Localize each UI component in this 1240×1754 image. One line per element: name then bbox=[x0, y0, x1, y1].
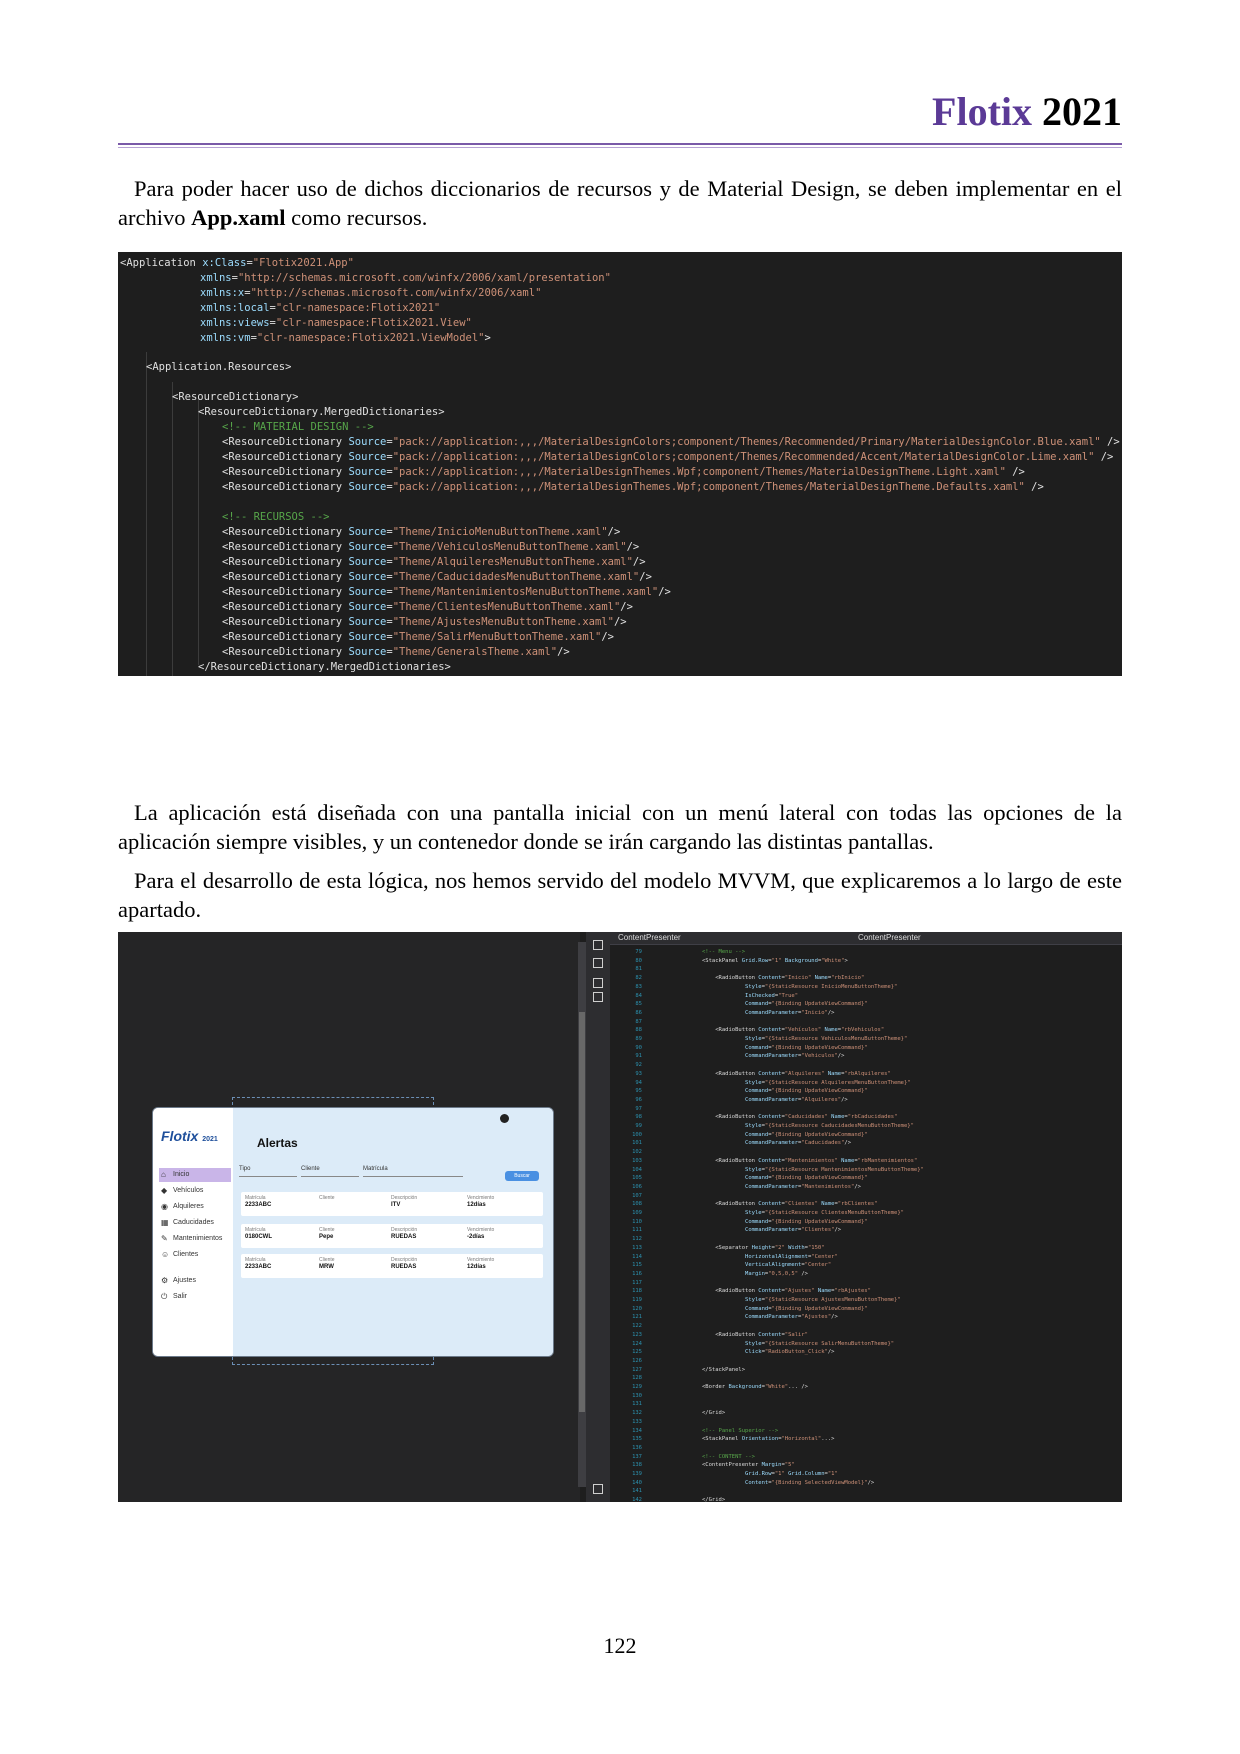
line-number: 107 bbox=[632, 1192, 642, 1199]
line-number: 126 bbox=[632, 1357, 642, 1364]
xaml-line: <!-- Menu --> bbox=[702, 949, 746, 955]
alert-cell: Descripción RUEDAS bbox=[391, 1257, 418, 1270]
code-line: <ResourceDictionary Source="pack://application:,,,/MaterialDesignThemes.Wpf;component/Themes/MaterialDesignTheme.Light.xaml" /> bbox=[222, 466, 1025, 478]
xaml-editor bbox=[610, 932, 1122, 1502]
indent-guide bbox=[172, 382, 173, 676]
xaml-line: <RadioButton Content="Caducidades" Name="rbCaducidades" bbox=[702, 1114, 898, 1121]
split-view-icon[interactable] bbox=[593, 940, 603, 950]
line-number: 89 bbox=[635, 1036, 642, 1042]
alert-row[interactable] bbox=[241, 1224, 543, 1248]
xaml-line: VerticalAlignment="Center" bbox=[745, 1262, 832, 1269]
xaml-line: </Grid> bbox=[702, 1497, 726, 1502]
logout-icon: ⏻ bbox=[161, 1292, 168, 1301]
code-line: <ResourceDictionary Source="Theme/AlquileresMenuButtonTheme.xaml"/> bbox=[222, 556, 646, 568]
line-number: 125 bbox=[632, 1349, 642, 1356]
line-number: 135 bbox=[632, 1436, 642, 1443]
xaml-line: <RadioButton Content="Ajustes" Name="rbAjustes" bbox=[702, 1288, 871, 1295]
xaml-line: <RadioButton Content="Salir" bbox=[702, 1331, 808, 1338]
code-line: xmlns="http://schemas.microsoft.com/winfx/2006/xaml/presentation" bbox=[200, 272, 611, 284]
alert-cell: Cliente bbox=[319, 1195, 335, 1201]
alert-cell: Descripción RUEDAS bbox=[391, 1227, 418, 1240]
users-icon: ☺ bbox=[161, 1250, 170, 1259]
alert-cell: Vencimiento 12días bbox=[467, 1195, 495, 1208]
line-number: 108 bbox=[632, 1201, 642, 1208]
line-number: 134 bbox=[632, 1427, 642, 1434]
line-number: 127 bbox=[632, 1366, 642, 1373]
line-number: 118 bbox=[632, 1288, 642, 1295]
line-number: 83 bbox=[635, 983, 642, 990]
line-number: 117 bbox=[632, 1279, 642, 1286]
xaml-line: Grid.Row="1" Grid.Column="1" bbox=[745, 1471, 838, 1477]
line-number: 79 bbox=[635, 949, 642, 955]
line-number: 88 bbox=[635, 1027, 642, 1034]
xaml-line: Style="{StaticResource MantenimientosMenuButtonTheme}" bbox=[745, 1166, 924, 1173]
line-number: 92 bbox=[635, 1062, 642, 1069]
line-number: 105 bbox=[632, 1175, 642, 1182]
xaml-line: Command="{Binding UpdateViewCommand}" bbox=[745, 1175, 868, 1182]
menu-item-mantenimientos[interactable]: ✎ Mantenimientos bbox=[159, 1232, 231, 1246]
code-line: <ResourceDictionary Source="Theme/AjustesMenuButtonTheme.xaml"/> bbox=[222, 616, 627, 628]
code-line: <Application x:Class="Flotix2021.App" bbox=[120, 257, 354, 269]
xaml-line: Command="{Binding UpdateViewCommand}" bbox=[745, 1001, 868, 1008]
xaml-line: Style="{StaticResource AjustesMenuButtonTheme}" bbox=[745, 1297, 901, 1303]
line-number: 82 bbox=[635, 975, 642, 982]
designer-scrollbar-thumb[interactable] bbox=[579, 1012, 585, 1412]
xaml-line: <StackPanel Orientation="Horizontal"...> bbox=[702, 1436, 835, 1443]
line-number: 141 bbox=[632, 1488, 642, 1495]
app-logo: Flotix 2021 bbox=[161, 1128, 218, 1144]
line-number: 103 bbox=[632, 1157, 642, 1164]
line-number: 101 bbox=[632, 1140, 642, 1147]
line-number: 138 bbox=[632, 1462, 642, 1469]
xaml-line: Command="{Binding UpdateViewCommand}" bbox=[745, 1131, 868, 1138]
xaml-line: CommandParameter="Caducidades"/> bbox=[745, 1140, 852, 1147]
code-line: <Application.Resources> bbox=[146, 361, 292, 373]
alerts-title: Alertas bbox=[257, 1136, 298, 1150]
editor-tabbar bbox=[610, 932, 1122, 945]
code-line: <ResourceDictionary Source="Theme/GeneralsTheme.xaml"/> bbox=[222, 646, 570, 658]
indent-guide bbox=[198, 397, 199, 665]
code-line: <ResourceDictionary Source="pack://application:,,,/MaterialDesignColors;component/Themes/Recommended/Accent/MaterialDesignColor.Lime.xaml" /> bbox=[222, 451, 1114, 463]
ide-screenshot bbox=[118, 932, 1122, 1502]
line-number: 93 bbox=[635, 1070, 642, 1077]
xaml-line: <RadioButton Content="Inicio" Name="rbInicio" bbox=[702, 975, 865, 982]
app-xaml-filename: App.xaml bbox=[191, 205, 286, 230]
line-number: 136 bbox=[632, 1444, 642, 1451]
line-number: 111 bbox=[632, 1227, 642, 1234]
xaml-designer-canvas bbox=[118, 932, 580, 1502]
code-line: <ResourceDictionary Source="Theme/VehiculosMenuButtonTheme.xaml"/> bbox=[222, 541, 640, 553]
line-number: 142 bbox=[632, 1497, 642, 1502]
line-number: 132 bbox=[632, 1410, 642, 1417]
grid-icon[interactable] bbox=[593, 978, 603, 988]
alert-cell: Matrícula 2233ABC bbox=[245, 1195, 272, 1208]
code-line: xmlns:local="clr-namespace:Flotix2021" bbox=[200, 302, 441, 314]
header-title bbox=[932, 89, 1122, 134]
code-line: <!-- RECURSOS --> bbox=[222, 511, 330, 523]
header-year: 2021 bbox=[1042, 89, 1122, 134]
alert-cell: Vencimiento -2días bbox=[467, 1227, 495, 1240]
xaml-line: Style="{StaticResource VehiculosMenuButtonTheme}" bbox=[745, 1036, 908, 1042]
menu-item-vehiculos[interactable]: ◆ Vehículos bbox=[159, 1184, 231, 1198]
code-line: <ResourceDictionary Source="pack://application:,,,/MaterialDesignColors;component/Themes/Recommended/Primary/MaterialDesignColor.Blue.xaml" /> bbox=[222, 436, 1120, 448]
xaml-line: <!-- CONTENT --> bbox=[702, 1453, 755, 1460]
line-number: 129 bbox=[632, 1384, 642, 1390]
code-line: <ResourceDictionary Source="Theme/MantenimientosMenuButtonTheme.xaml"/> bbox=[222, 586, 671, 598]
code-line: xmlns:vm="clr-namespace:Flotix2021.ViewModel"> bbox=[200, 332, 491, 344]
xaml-line: Style="{StaticResource SalirMenuButtonTheme}" bbox=[745, 1340, 895, 1347]
xaml-line: <Separator Height="2" Width="150" bbox=[702, 1244, 825, 1251]
menu-item-inicio[interactable]: ⌂ Inicio bbox=[159, 1168, 231, 1182]
app-sidebar bbox=[153, 1108, 233, 1356]
code-line: <ResourceDictionary Source="Theme/InicioMenuButtonTheme.xaml"/> bbox=[222, 526, 621, 538]
line-number: 114 bbox=[632, 1253, 642, 1260]
app-content-area bbox=[233, 1108, 553, 1356]
paragraph-mvvm: Para el desarrollo de esta lógica, nos hemos servido del modelo MVVM, que explicaremos a lo largo de este apartado. bbox=[118, 868, 1122, 922]
xaml-line: </Grid> bbox=[702, 1410, 726, 1417]
line-number: 87 bbox=[635, 1018, 642, 1025]
code-line: <ResourceDictionary Source="Theme/ClientesMenuButtonTheme.xaml"/> bbox=[222, 601, 633, 613]
code-line: <!-- MATERIAL DESIGN --> bbox=[222, 421, 374, 433]
filter-tipo[interactable]: Tipo bbox=[239, 1166, 297, 1177]
code-line: <ResourceDictionary Source="Theme/SalirMenuButtonTheme.xaml"/> bbox=[222, 631, 614, 643]
line-number: 106 bbox=[632, 1183, 642, 1190]
line-number: 81 bbox=[635, 966, 642, 973]
line-number: 113 bbox=[632, 1244, 642, 1251]
line-number: 104 bbox=[632, 1166, 642, 1173]
line-number: 84 bbox=[635, 992, 642, 999]
page-number: 122 bbox=[603, 1633, 637, 1658]
line-number: 115 bbox=[632, 1262, 642, 1269]
menu-item-clientes[interactable]: ☺ Clientes bbox=[159, 1248, 231, 1262]
alert-cell: Descripción ITV bbox=[391, 1195, 418, 1208]
line-number: 112 bbox=[632, 1236, 642, 1243]
line-number: 95 bbox=[635, 1088, 642, 1095]
xaml-line: Content="{Binding SelectedViewModel}"/> bbox=[745, 1479, 875, 1486]
xaml-line: <StackPanel Grid.Row="1" Background="White"> bbox=[702, 957, 848, 964]
line-number: 102 bbox=[632, 1149, 642, 1156]
key-icon: ◉ bbox=[161, 1202, 168, 1211]
car-icon: ◆ bbox=[161, 1186, 168, 1195]
xaml-line: CommandParameter="Mantenimientos"/> bbox=[745, 1183, 861, 1190]
line-number: 99 bbox=[635, 1123, 642, 1129]
line-number: 123 bbox=[632, 1331, 642, 1338]
code-line: xmlns:views="clr-namespace:Flotix2021.View" bbox=[200, 317, 472, 329]
xaml-line: Style="{StaticResource CaducidadesMenuButtonTheme}" bbox=[745, 1123, 914, 1129]
xaml-line: CommandParameter="Clientes"/> bbox=[745, 1227, 842, 1234]
header-rule bbox=[118, 143, 1122, 145]
line-number: 96 bbox=[635, 1096, 642, 1103]
line-number: 122 bbox=[632, 1323, 642, 1330]
swap-icon[interactable] bbox=[593, 958, 603, 968]
code-line: xmlns:x="http://schemas.microsoft.com/winfx/2006/xaml" bbox=[200, 287, 542, 299]
line-number: 100 bbox=[632, 1131, 642, 1138]
snap-icon[interactable] bbox=[593, 992, 603, 1002]
line-number: 98 bbox=[635, 1114, 642, 1121]
line-number: 140 bbox=[632, 1479, 642, 1486]
line-number: 130 bbox=[632, 1392, 642, 1399]
line-number: 119 bbox=[632, 1297, 642, 1303]
app-preview-window bbox=[152, 1107, 554, 1357]
xaml-line: CommandParameter="Alquileres"/> bbox=[745, 1096, 848, 1103]
xaml-line: Style="{StaticResource InicioMenuButtonTheme}" bbox=[745, 983, 898, 990]
tab-content-presenter[interactable]: ContentPresenter bbox=[618, 933, 681, 942]
line-number: 85 bbox=[635, 1001, 642, 1008]
line-number: 91 bbox=[635, 1053, 642, 1060]
filter-cliente[interactable]: Cliente bbox=[301, 1166, 359, 1177]
code-line: <ResourceDictionary Source="pack://application:,,,/MaterialDesignThemes.Wpf;component/Themes/MaterialDesignTheme.Defaults.xaml" /> bbox=[222, 481, 1044, 493]
xaml-line: Command="{Binding UpdateViewCommand}" bbox=[745, 1218, 868, 1225]
xaml-line: <!-- Panel Superior --> bbox=[702, 1427, 779, 1434]
line-number: 90 bbox=[635, 1044, 642, 1051]
line-number: 80 bbox=[635, 957, 642, 964]
code-line: </ResourceDictionary.MergedDictionaries> bbox=[198, 661, 451, 673]
xaml-line: CommandParameter="Vehiculos"/> bbox=[745, 1053, 845, 1060]
xaml-line: <RadioButton Content="Vehículos" Name="rbVehiculos" bbox=[702, 1027, 885, 1034]
xaml-line: <Border Background="White"... /> bbox=[702, 1384, 808, 1390]
xaml-line: <RadioButton Content="Mantenimientos" Name="rbMantenimientos" bbox=[702, 1157, 918, 1164]
xaml-line: CommandParameter="Ajustes"/> bbox=[745, 1314, 838, 1321]
indent-guide bbox=[146, 352, 147, 676]
filter-matricula[interactable]: Matrícula bbox=[363, 1166, 463, 1177]
xaml-line: <ContentPresenter Margin="5" bbox=[702, 1462, 795, 1469]
line-number: 131 bbox=[632, 1401, 642, 1408]
search-button[interactable]: Buscar bbox=[505, 1171, 539, 1181]
line-number: 86 bbox=[635, 1009, 642, 1016]
alert-row[interactable] bbox=[241, 1254, 543, 1278]
xaml-line: HorizontalAlignment="Center" bbox=[745, 1253, 838, 1260]
xaml-line: CommandParameter="Inicio"/> bbox=[745, 1009, 835, 1016]
line-number: 121 bbox=[632, 1314, 642, 1321]
line-number: 110 bbox=[632, 1218, 642, 1225]
paragraph-intro: Para poder hacer uso de dichos diccionarios de recursos y de Material Design, se deben implementar en el archivo App.xaml como recursos. bbox=[118, 176, 1122, 230]
alert-cell: Cliente MRW bbox=[319, 1257, 335, 1270]
xaml-line: Style="{StaticResource AlquileresMenuButtonTheme}" bbox=[745, 1079, 911, 1086]
line-number: 124 bbox=[632, 1340, 642, 1347]
line-number: 133 bbox=[632, 1418, 642, 1425]
gear-icon: ⚙ bbox=[161, 1276, 169, 1285]
xaml-line: Command="{Binding UpdateViewCommand}" bbox=[745, 1305, 868, 1312]
xaml-line: Style="{StaticResource ClientesMenuButtonTheme}" bbox=[745, 1210, 904, 1216]
line-number: 109 bbox=[632, 1210, 642, 1216]
line-number: 116 bbox=[632, 1270, 642, 1277]
code-line: <ResourceDictionary> bbox=[172, 391, 299, 403]
app-xaml-code-block bbox=[118, 252, 1122, 676]
xaml-line: Command="{Binding UpdateViewCommand}" bbox=[745, 1088, 868, 1095]
line-number: 128 bbox=[632, 1375, 642, 1382]
header-brand: Flotix bbox=[932, 89, 1032, 134]
alert-cell: Vencimiento 12días bbox=[467, 1257, 495, 1270]
alert-row[interactable] bbox=[241, 1192, 543, 1216]
xaml-line: Click="RadioButton_Click"/> bbox=[745, 1349, 835, 1356]
line-number: 137 bbox=[632, 1453, 642, 1460]
code-line: <ResourceDictionary.MergedDictionaries> bbox=[198, 406, 445, 418]
line-number: 120 bbox=[632, 1305, 642, 1312]
menu-item-salir[interactable]: ⏻ Salir bbox=[159, 1290, 231, 1304]
xaml-line: IsChecked="True" bbox=[745, 992, 799, 999]
paragraph-design: La aplicación está diseñada con una pantalla inicial con un menú lateral con todas las opciones de la aplicación siempre visibles, y un contenedor donde se irán cargando las distintas pantallas. bbox=[118, 800, 1122, 854]
xaml-line: <RadioButton Content="Clientes" Name="rbClientes" bbox=[702, 1201, 878, 1208]
xaml-line: <RadioButton Content="Alquileres" Name="rbAlquileres" bbox=[702, 1070, 891, 1077]
alert-cell: Matrícula 2233ABC bbox=[245, 1257, 272, 1270]
tab-content-presenter-right[interactable]: ContentPresenter bbox=[858, 933, 921, 942]
designer-toolstrip bbox=[586, 932, 610, 1502]
xaml-line: Margin="0,5,0,5" /> bbox=[745, 1270, 808, 1277]
user-icon[interactable] bbox=[500, 1114, 509, 1123]
xaml-line: Command="{Binding UpdateViewCommand}" bbox=[745, 1044, 868, 1051]
calendar-icon: ▦ bbox=[161, 1218, 169, 1227]
code-line: <ResourceDictionary Source="Theme/CaducidadesMenuButtonTheme.xaml"/> bbox=[222, 571, 652, 583]
menu-item-alquileres[interactable]: ◉ Alquileres bbox=[159, 1200, 231, 1214]
menu-item-ajustes[interactable]: ⚙ Ajustes bbox=[159, 1274, 231, 1288]
line-number: 97 bbox=[635, 1105, 642, 1112]
menu-item-caducidades[interactable]: ▦ Caducidades bbox=[159, 1216, 231, 1230]
line-number: 94 bbox=[635, 1079, 642, 1086]
header-rule-secondary bbox=[118, 147, 1122, 148]
wrench-icon: ✎ bbox=[161, 1234, 168, 1243]
zoom-icon[interactable] bbox=[593, 1484, 603, 1494]
line-number: 139 bbox=[632, 1471, 642, 1477]
home-icon: ⌂ bbox=[161, 1170, 166, 1179]
alert-cell: Matrícula 0180CWL bbox=[245, 1227, 273, 1240]
alert-cell: Cliente Pepe bbox=[319, 1227, 335, 1240]
xaml-line: </StackPanel> bbox=[702, 1366, 746, 1373]
